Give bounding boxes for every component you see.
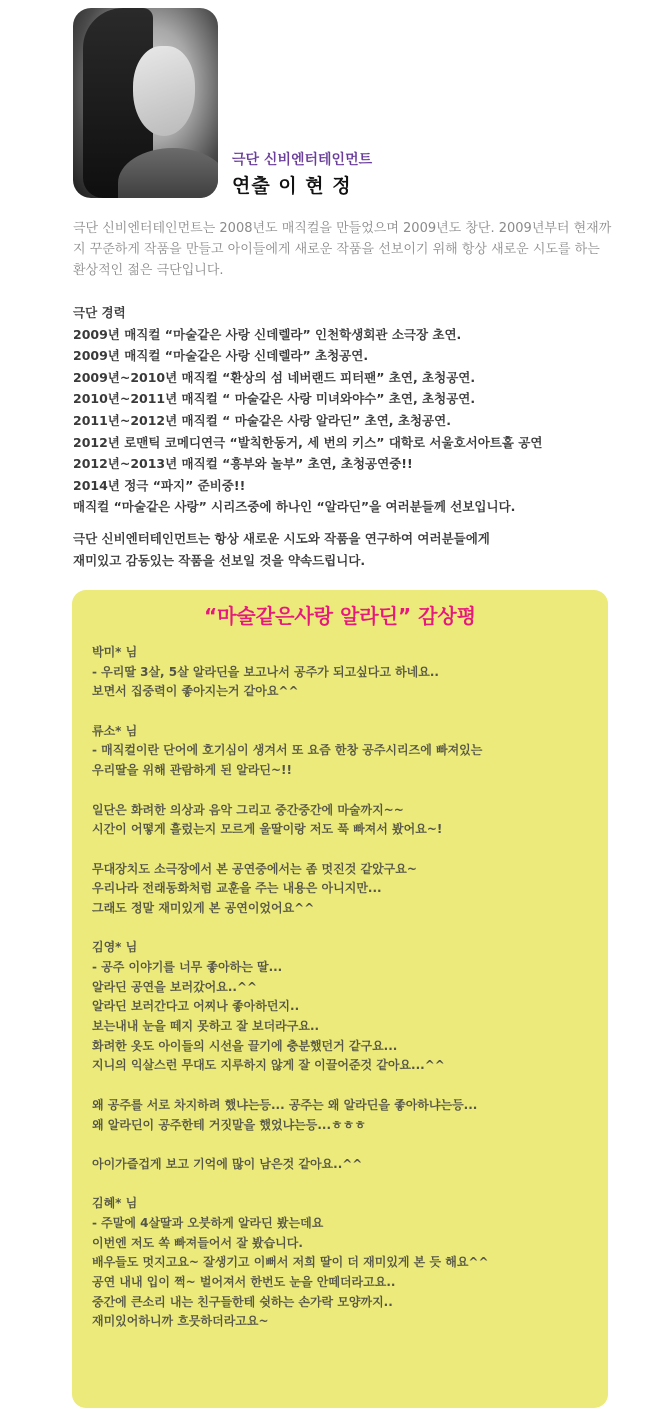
review-line: 무대장치도 소극장에서 본 공연중에서는 좀 멋진것 같았구요~ [92,861,417,876]
review-line: 공연 내내 입이 쩍~ 벌어져서 한번도 눈을 안떼더라고요.. [92,1275,396,1289]
review-line: - 공주 이야기를 너무 좋아하는 딸... [92,960,283,974]
review-line: 우리딸을 위해 관람하게 된 알라딘~!! [92,763,293,778]
company-intro: 극단 신비엔터테인먼트는 2008년도 매직컬을 만들었으며 2009년도 창단. 2009년부터 현재까지 꾸준하게 작품을 만들고 아이들에게 새로운 작품을 선보이기 위해 항상 새로운 시도를 하는 환상적인 젊은 극단입니다. [73,221,612,278]
director-photo [73,8,218,198]
reviews-body [92,643,592,1332]
review-line: 재미있어하니까 흐뭇하더라고요~ [92,1314,269,1329]
career-item: 2012년~2013년 매직컬 “흥부와 놀부” 초연, 초청공연중!! [73,456,413,472]
career-item: 2009년 매직컬 “마술같은 사랑 신데렐라” 초청공연. [73,348,369,364]
review-line: - 우리딸 3살, 5살 알라딘을 보고나서 공주가 되고싶다고 하네요.. [92,664,439,679]
review-line [92,1175,592,1195]
review-line: 배우들도 멋지고요~ 잘생기고 이뻐서 저희 딸이 더 재미있게 본 듯 해요^^ [92,1255,489,1270]
review-line: 보는내내 눈을 떼지 못하고 잘 보더라구요.. [92,1019,320,1034]
review-line [92,702,592,722]
review-line: 중간에 큰소리 내는 친구들한테 쉿하는 손가락 모양까지.. [92,1294,393,1309]
career-item: 2014년 정극 “파지” 준비중!! [73,477,246,493]
promise-line: 재미있고 감동있는 작품을 선보일 것을 약속드립니다. [73,553,366,568]
review-line [92,840,592,860]
photo-face [133,46,195,136]
review-line: - 매직컬이란 단어에 호기심이 생겨서 또 요즘 한창 공주시리즈에 빠져있는 [92,743,483,758]
career-list [73,302,633,518]
review-line: 왜 공주를 서로 차지하려 했냐는등... 공주는 왜 알라딘을 좋아하냐는등... [92,1097,478,1112]
review-line: 알라딘 보러간다고 어찌나 좋아하던지.. [92,999,300,1014]
reviewer-name: 류소* 님 [92,723,138,738]
career-item: 2011년~2012년 매직컬 “ 마술같은 사랑 알라딘” 초연, 초청공연. [73,412,451,428]
reviews-title: “마술같은사랑 알라딘” 감상평 [203,604,477,628]
company-promise [73,528,633,572]
review-line: 이번엔 저도 쏙 빠져들어서 잘 봤습니다. [92,1235,303,1250]
review-line: 아이가즐겁게 보고 기억에 많이 남은것 같아요..^^ [92,1156,363,1171]
review-line [92,781,592,801]
career-item: 2009년 매직컬 “마술같은 사랑 신데렐라” 인천학생회관 소극장 초연. [73,326,462,342]
review-line: 지니의 익살스런 무대도 지루하지 않게 잘 이끌어준것 같아요...^^ [92,1058,445,1073]
reviewer-name: 김영* 님 [92,940,138,955]
review-line: 왜 알라딘이 공주한테 거짓말을 했었냐는등...ㅎㅎㅎ [92,1117,366,1132]
career-item: 2012년 로맨틱 코메디연극 “발칙한동거, 세 번의 키스” 대학로 서울호서아트홀 공연 [73,434,543,450]
director-name: 연출 이 현 정 [232,175,352,197]
career-heading: 극단 경력 [73,305,126,320]
reviewer-name: 박미* 님 [92,645,138,659]
review-line: 우리나라 전래동화처럼 교훈을 주는 내용은 아니지만... [92,881,382,896]
career-item: 매직컬 “마술같은 사랑” 시리즈중에 하나인 “알라딘”을 여러분들께 선보입니다. [73,499,516,515]
review-line: - 주말에 4살딸과 오붓하게 알라딘 봤는데요 [92,1215,324,1230]
reviewer-name: 김혜* 님 [92,1196,138,1211]
review-line: 시간이 어떻게 흘렀는지 모르게 울딸이랑 저도 푹 빠져서 봤어요~! [92,822,443,837]
reviews-panel [72,590,608,1408]
review-line: 일단은 화려한 의상과 음악 그리고 중간중간에 마술까지~~ [92,802,404,817]
review-line: 그래도 정말 재미있게 본 공연이었어요^^ [92,900,315,915]
review-line [92,1135,592,1155]
review-line [92,919,592,939]
review-line: 알라딘 공연을 보러갔어요..^^ [92,979,258,994]
career-item: 2009년~2010년 매직컬 “환상의 섬 네버랜드 피터팬” 초연, 초청공연. [73,369,476,385]
review-line: 보면서 집중력이 좋아지는거 같아요^^ [92,684,299,699]
review-line [92,1076,592,1096]
review-line: 화려한 옷도 아이들의 시선을 끌기에 충분했던거 같구요... [92,1038,398,1053]
career-item: 2010년~2011년 매직컬 “ 마술같은 사랑 미녀와야수” 초연, 초청공연. [73,391,476,407]
promise-line: 극단 신비엔터테인먼트는 항상 새로운 시도와 작품을 연구하여 여러분들에게 [73,531,490,546]
company-name: 극단 신비엔터테인먼트 [232,152,373,168]
